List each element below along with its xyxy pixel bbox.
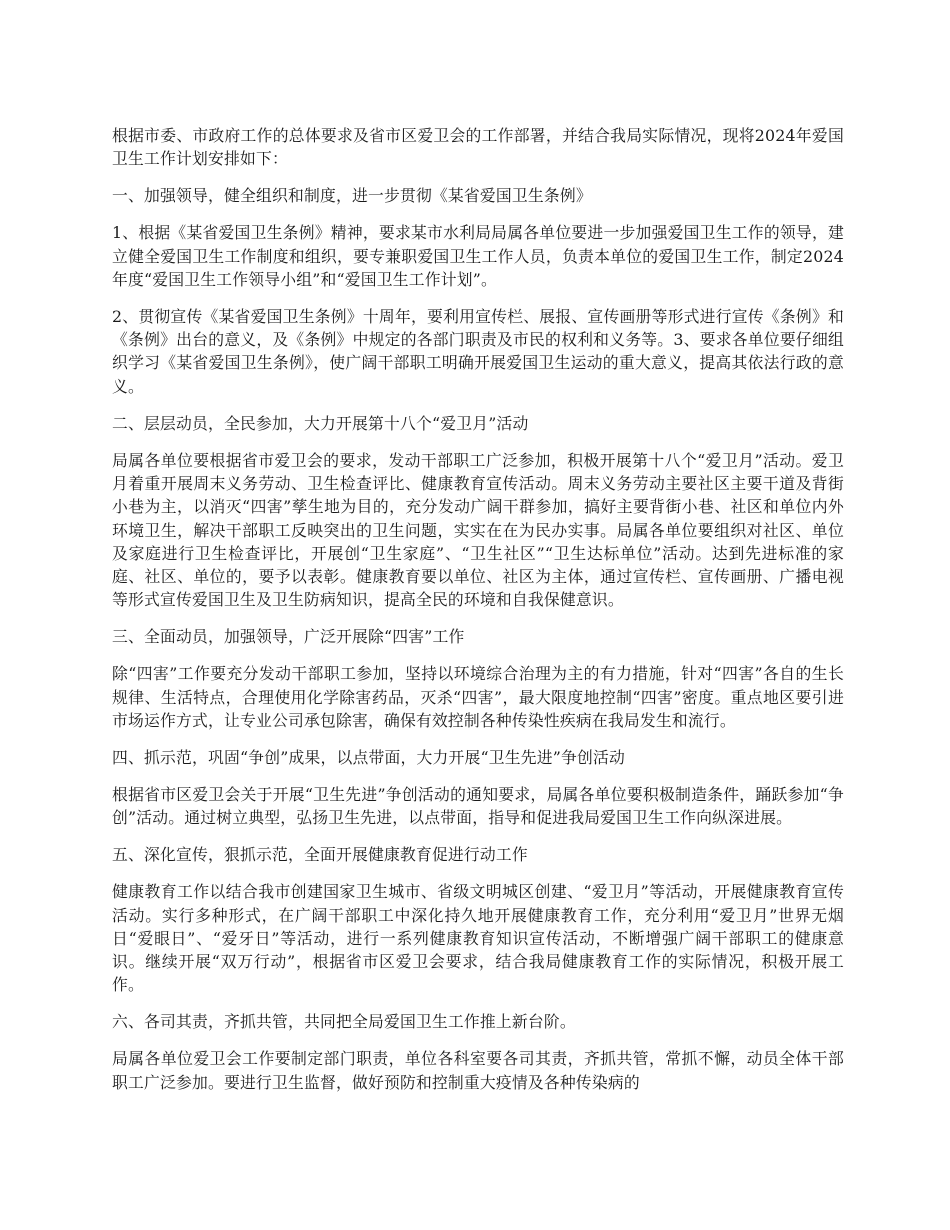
section-heading-3: 三、全面动员，加强领导，广泛开展除“四害”工作 [112, 627, 465, 647]
section-5-paragraph: 健康教育工作以结合我市创建国家卫生城市、省级文明城区创建、“爱卫月”等活动，开展健康教育宣传活动。实行多种形式，在广阔干部职工中深化持久地开展健康教育工作，充分利用“爱卫月”世界无烟日“爱眼日”、“爱牙日”等活动，进行一系列健康教育知识宣传活动，不断增强广阔干部职工的健康意识。继续开展“双万行动”，根据省市区爱卫会要求，结合我局健康教育工作的实际情况，积极开展工作。 [112, 882, 844, 995]
section-heading-1: 一、加强领导，健全组织和制度，进一步贯彻《某省爱国卫生条例》 [112, 186, 592, 206]
section-4-paragraph: 根据省市区爱卫会关于开展“卫生先进”争创活动的通知要求，局属各单位要积极制造条件，踊跃参加“争创”活动。通过树立典型，弘扬卫生先进，以点带面，指导和促进我局爱国卫生工作向纵深进展。 [112, 785, 844, 828]
document-body [112, 124, 844, 1108]
section-3-paragraph: 除“四害”工作要充分发动干部职工参加，坚持以环境综合治理为主的有力措施，针对“四害”各自的生长规律、生活特点，合理使用化学除害药品，灭杀“四害”，最大限度地控制“四害”密度。重点地区要引进市场运作方式，让专业公司承包除害，确保有效控制各种传染性疾病在我局发生和流行。 [112, 664, 844, 731]
section-6-paragraph: 局属各单位爱卫会工作要制定部门职责，单位各科室要各司其责，齐抓共管，常抓不懈，动员全体干部职工广泛参加。要进行卫生监督，做好预防和控制重大疫情及各种传染病的 [112, 1049, 844, 1092]
section-heading-6: 六、各司其责，齐抓共管，共同把全局爱国卫生工作推上新台阶。 [112, 1012, 576, 1032]
intro-paragraph: 根据市委、市政府工作的总体要求及省市区爱卫会的工作部署，并结合我局实际情况，现将2024年爱国卫生工作计划安排如下： [112, 126, 844, 169]
section-2-paragraph: 局属各单位要根据省市爱卫会的要求，发动干部职工广泛参加，积极开展第十八个“爱卫月”活动。爱卫月着重开展周末义务劳动、卫生检查评比、健康教育宣传活动。周末义务劳动主要社区主要干道及背街小巷为主，以消灭“四害”孳生地为目的，充分发动广阔干群参加，搞好主要背街小巷、社区和单位内外环境卫生，解决干部职工反映突出的卫生问题，实实在在为民办实事。局属各单位要组织对社区、单位及家庭进行卫生检查评比，开展创“卫生家庭”、“卫生社区”“卫生达标单位”活动。达到先进标准的家庭、社区、单位的，要予以表彰。健康教育要以单位、社区为主体，通过宣传栏、宣传画册、广播电视等形式宣传爱国卫生及卫生防病知识，提高全民的环境和自我保健意识。 [112, 450, 844, 610]
section-heading-4: 四、抓示范，巩固“争创”成果，以点带面，大力开展“卫生先进”争创活动 [112, 748, 626, 768]
section-heading-2: 二、层层动员，全民参加，大力开展第十八个“爱卫月”活动 [112, 413, 529, 433]
section-1-paragraph-2: 2、贯彻宣传《某省爱国卫生条例》十周年，要利用宣传栏、展报、宣传画册等形式进行宣传《条例》和《条例》出台的意义，及《条例》中规定的各部门职责及市民的权利和义务等。3、要求各单位要仔细组织学习《某省爱国卫生条例》，使广阔干部职工明确开展爱国卫生运动的重大意义，提高其依法行政的意义。 [112, 306, 844, 396]
section-heading-5: 五、深化宣传，狠抓示范，全面开展健康教育促进行动工作 [112, 845, 528, 865]
section-1-paragraph-1: 1、根据《某省爱国卫生条例》精神，要求某市水利局局属各单位要进一步加强爱国卫生工作的领导，建立健全爱国卫生工作制度和组织，要专兼职爱国卫生工作人员，负责本单位的爱国卫生工作，制定2024年度“爱国卫生工作领导小组”和“爱国卫生工作计划”。 [112, 223, 844, 289]
